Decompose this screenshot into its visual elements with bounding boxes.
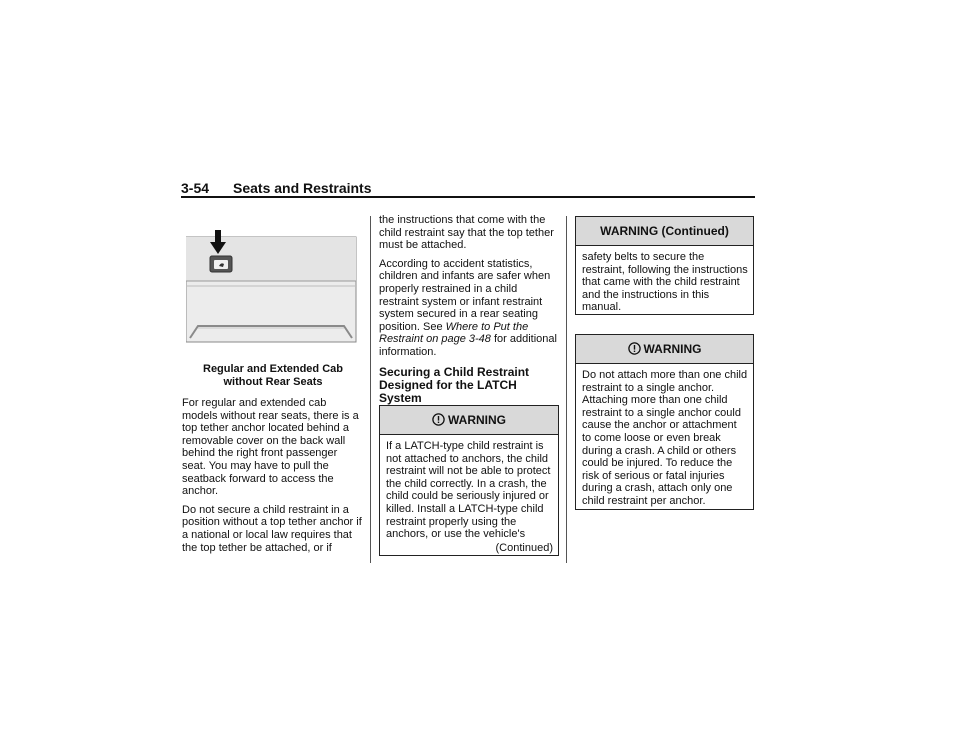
latch-subheading: Securing a Child Restraint Designed for the LATCH System xyxy=(379,364,530,405)
column1-paragraph-2: Do not secure a child restraint in a position without a top tether anchor if a national or local law requires that the top tether be attached, or if xyxy=(182,503,362,554)
paragraph-text: According to accident statistics, children and infants are safer when properly restrained in a child restraint system or infant restraint system secured in a rear seating position. See xyxy=(379,257,551,333)
continued-label: (Continued) xyxy=(495,541,553,554)
column2-paragraph-1: the instructions that come with the child restraint say that the top tether must be attached. xyxy=(379,214,554,252)
warning-continued-title: WARNING (Continued) xyxy=(600,224,729,238)
warning-box-latch xyxy=(379,405,559,556)
column2-paragraph-2 xyxy=(379,258,559,359)
warning-header xyxy=(380,406,558,435)
warning-body xyxy=(380,435,558,558)
column-divider-1 xyxy=(370,216,371,563)
warning-icon xyxy=(432,413,445,429)
warning-box-continued xyxy=(575,216,754,315)
column-divider-2 xyxy=(566,216,567,563)
column-1-text xyxy=(182,397,364,554)
paragraph-text-end: for additional information. xyxy=(379,333,557,358)
caption-line-2: without Rear Seats xyxy=(223,376,323,388)
caption-line-1: Regular and Extended Cab xyxy=(203,363,343,375)
page-number: 3-54 xyxy=(181,180,210,196)
warning-title: WARNING xyxy=(643,342,702,356)
warning-body: Do not attach more than one child restraint to a single anchor. Attaching more than one child restraint to a single anchor could cause the anchor or attachment to come loose or even break during a crash. A child or others could be injured. To reduce the risk of serious or fatal injuries during a crash, attach only one child restraint per anchor. xyxy=(582,369,748,507)
warning-box-single-anchor xyxy=(575,334,754,510)
figure-caption xyxy=(183,363,363,389)
header-rule xyxy=(181,196,755,198)
warning-text: If a LATCH-type child restraint is not attached to anchors, the child restraint will not be able to protect the child correctly. In a crash, the child could be seriously injured or killed. Install a LATCH-type child restraint properly using the anchors, or use the vehicle's xyxy=(386,440,551,541)
cross-reference-link[interactable]: Where to Put the Restraint on page 3-48 xyxy=(379,320,529,346)
page-header xyxy=(181,178,755,198)
column-2-text xyxy=(379,214,559,410)
section-title: Seats and Restraints xyxy=(233,180,372,196)
warning-icon xyxy=(628,342,641,358)
warning-continued-header xyxy=(576,217,753,246)
warning-title: WARNING xyxy=(448,413,506,427)
warning-continued-body: safety belts to secure the restraint, following the instructions that came with the child restraint and the instructions in this manual. xyxy=(582,251,748,314)
warning-header xyxy=(576,335,753,364)
column1-paragraph-1: For regular and extended cab models without rear seats, there is a top tether anchor located behind a removable cover on the back wall behind the right front passenger seat. You may have to pull the seatback forward to access the anchor. xyxy=(182,397,359,498)
tether-anchor-illustration xyxy=(186,228,358,344)
